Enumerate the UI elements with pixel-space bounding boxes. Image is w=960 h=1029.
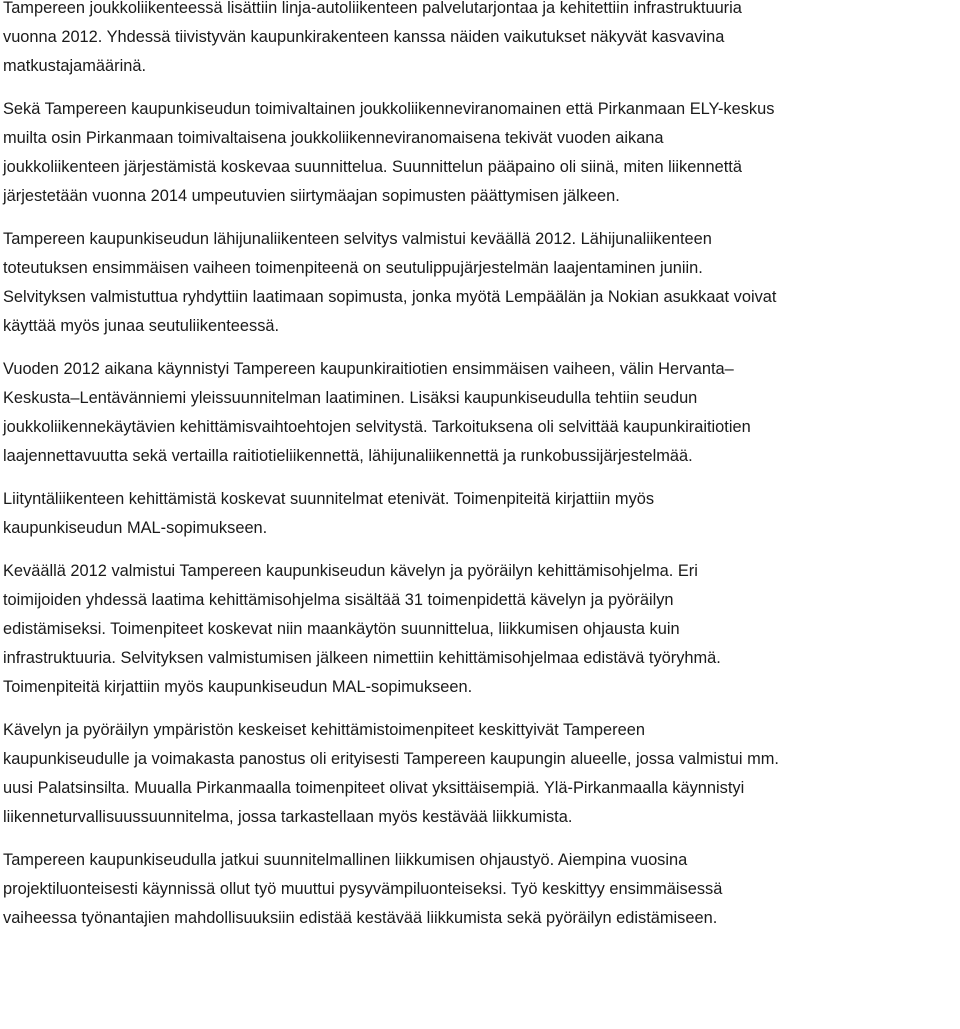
text-line: Vuoden 2012 aikana käynnistyi Tampereen kaupunkiraitiotien ensimmäisen vaiheen, välin Hervanta– [3, 360, 734, 378]
text-line: Kävelyn ja pyöräilyn ympäristön keskeiset kehittämistoimenpiteet keskittyivät Tampereen [3, 721, 645, 739]
paragraph-feeder-traffic [3, 485, 960, 543]
text-line: Toimenpiteitä kirjattiin myös kaupunkiseudun MAL-sopimukseen. [3, 678, 473, 696]
paragraph-bus-services [3, 0, 960, 81]
paragraph-walking-cycling-environment [3, 716, 960, 832]
text-line: käyttää myös junaa seutuliikenteessä. [3, 317, 280, 335]
text-line: vuonna 2012. Yhdessä tiivistyvän kaupunkirakenteen kanssa näiden vaikutukset näkyvät kasvavina [3, 28, 725, 46]
text-line: laajennettavuutta sekä vertailla raitiotieliikennettä, lähijunaliikennettä ja runkobussijärjestelmää. [3, 447, 693, 465]
paragraph-mobility-management [3, 846, 960, 933]
paragraph-commuter-rail [3, 225, 960, 341]
text-line: Selvityksen valmistuttua ryhdyttiin laatimaan sopimusta, jonka myötä Lempäälän ja Nokian asukkaat voivat [3, 288, 777, 306]
paragraph-tramway [3, 355, 960, 471]
document-page [3, 0, 960, 947]
text-line: vaiheessa työnantajien mahdollisuuksiin edistää kestävää liikkumista sekä pyöräilyn edistämiseen. [3, 909, 718, 927]
text-line: projektiluonteisesti käynnissä ollut työ muuttui pysyvämpiluonteiseksi. Työ keskittyy ensimmäisessä [3, 880, 723, 898]
text-line: joukkoliikennekäytävien kehittämisvaihtoehtojen selvitystä. Tarkoituksena oli selvittää kaupunkiraitiotien [3, 418, 751, 436]
text-line: Tampereen kaupunkiseudulla jatkui suunnitelmallinen liikkumisen ohjaustyö. Aiempina vuosina [3, 851, 688, 869]
text-line: Keskusta–Lentävänniemi yleissuunnitelman laatiminen. Lisäksi kaupunkiseudulla tehtiin seudun [3, 389, 698, 407]
paragraph-transit-planning [3, 95, 960, 211]
text-line: Liityntäliikenteen kehittämistä koskevat suunnitelmat etenivät. Toimenpiteitä kirjattiin myös [3, 490, 655, 508]
text-line: järjestetään vuonna 2014 umpeutuvien siirtymäajan sopimusten päättymisen jälkeen. [3, 187, 620, 205]
paragraph-walking-cycling-program [3, 557, 960, 702]
text-line: Sekä Tampereen kaupunkiseudun toimivaltainen joukkoliikenneviranomainen että Pirkanmaan ELY-keskus [3, 100, 775, 118]
text-line: liikenneturvallisuussuunnitelma, jossa tarkastellaan myös kestävää liikkumista. [3, 808, 573, 826]
text-line: kaupunkiseudun MAL-sopimukseen. [3, 519, 268, 537]
text-line: joukkoliikenteen järjestämistä koskevaa suunnittelua. Suunnittelun pääpaino oli siinä, miten liikennettä [3, 158, 742, 176]
text-line: kaupunkiseudulle ja voimakasta panostus oli erityisesti Tampereen kaupungin alueelle, jossa valmistui mm. [3, 750, 779, 768]
text-line: toimijoiden yhdessä laatima kehittämisohjelma sisältää 31 toimenpidettä kävelyn ja pyöräilyn [3, 591, 674, 609]
text-line: edistämiseksi. Toimenpiteet koskevat niin maankäytön suunnittelua, liikkumisen ohjausta kuin [3, 620, 680, 638]
text-line: Tampereen joukkoliikenteessä lisättiin linja-autoliikenteen palvelutarjontaa ja kehitettiin infrastruktuuria [3, 0, 742, 17]
text-line: infrastruktuuria. Selvityksen valmistumisen jälkeen nimettiin kehittämisohjelmaa edistävä työryhmä. [3, 649, 721, 667]
text-line: matkustajamäärinä. [3, 57, 147, 75]
text-line: Keväällä 2012 valmistui Tampereen kaupunkiseudun kävelyn ja pyöräilyn kehittämisohjelma. Eri [3, 562, 698, 580]
text-line: uusi Palatsinsilta. Muualla Pirkanmaalla toimenpiteet olivat yksittäisempiä. Ylä-Pirkanmaalla käynnistyi [3, 779, 745, 797]
text-line: toteutuksen ensimmäisen vaiheen toimenpiteenä on seutulippujärjestelmän laajentaminen juniin. [3, 259, 703, 277]
text-line: Tampereen kaupunkiseudun lähijunaliikenteen selvitys valmistui keväällä 2012. Lähijunaliikenteen [3, 230, 712, 248]
text-line: muilta osin Pirkanmaan toimivaltaisena joukkoliikenneviranomaisena tekivät vuoden aikana [3, 129, 664, 147]
